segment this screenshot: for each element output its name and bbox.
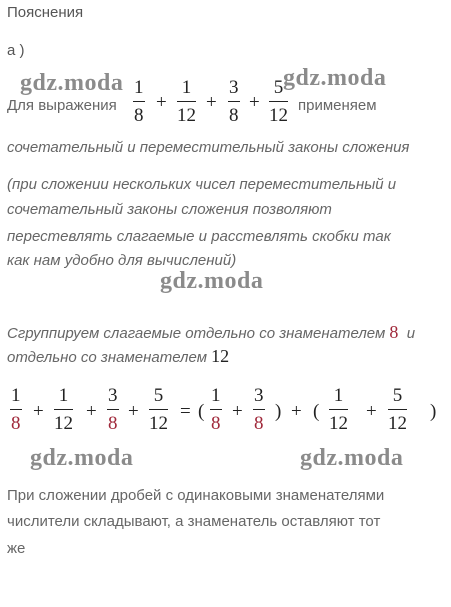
intro-frac-1: 1 8 <box>134 77 144 126</box>
eq-frac-8: 5 12 <box>388 385 407 434</box>
bottom-line-3: же <box>7 540 26 557</box>
eq-frac-6: 3 8 <box>254 385 264 434</box>
eq-frac-2: 1 12 <box>54 385 73 434</box>
den-12: 12 <box>211 346 230 366</box>
right-paren: ) <box>430 401 437 422</box>
watermark-logo: gdz.moda <box>30 445 134 471</box>
note-line-4: как нам удобно для вычислений) <box>7 252 237 269</box>
watermark-logo: gdz.moda <box>283 65 387 91</box>
page-heading: Пояснения <box>7 4 84 21</box>
group-line-2: отдельно со знаменателем 12 <box>7 346 230 366</box>
plus-sign: + <box>291 401 302 422</box>
eq-frac-3: 3 8 <box>108 385 118 434</box>
part-label: а ) <box>7 42 25 59</box>
plus-sign: + <box>206 92 217 113</box>
note-line-1: (при сложении нескольких чисел переместительный и <box>7 176 397 193</box>
note-line-3: перестевлять слагаемые и расстевлять скобки так <box>7 228 391 245</box>
left-paren: ( <box>198 401 205 422</box>
group-line-1: Сгруппируем слагаемые отдельно со знаменателем 8 и <box>7 322 416 342</box>
eq-frac-7: 1 12 <box>329 385 348 434</box>
left-paren: ( <box>313 401 320 422</box>
intro-frac-2: 1 12 <box>177 77 196 126</box>
watermark-logo: gdz.moda <box>160 268 264 294</box>
note-line-2: сочетательный законы сложения позволяют <box>7 201 332 218</box>
watermark-logo: gdz.moda <box>300 445 404 471</box>
bottom-line-1: При сложении дробей с одинаковыми знаменателями <box>7 487 385 504</box>
plus-sign: + <box>232 401 243 422</box>
bottom-line-2: числители складывают, а знаменатель оставляют тот <box>7 513 381 530</box>
eq-frac-1: 1 8 <box>11 385 21 434</box>
eq-frac-4: 5 12 <box>149 385 168 434</box>
laws-line: сочетательный и переместительный законы сложения <box>7 139 410 156</box>
intro-text: Для выражения <box>7 97 117 114</box>
watermark-logo: gdz.moda <box>20 70 124 96</box>
intro-frac-3: 3 8 <box>229 77 239 126</box>
plus-sign: + <box>249 92 260 113</box>
plus-sign: + <box>156 92 167 113</box>
plus-sign: + <box>366 401 377 422</box>
plus-sign: + <box>128 401 139 422</box>
plus-sign: + <box>86 401 97 422</box>
intro-text-after: применяем <box>298 97 377 114</box>
eq-frac-5: 1 8 <box>211 385 221 434</box>
intro-frac-4: 5 12 <box>269 77 288 126</box>
plus-sign: + <box>33 401 44 422</box>
equals-sign: = <box>180 401 191 422</box>
den-8: 8 <box>389 322 399 342</box>
right-paren: ) <box>275 401 282 422</box>
